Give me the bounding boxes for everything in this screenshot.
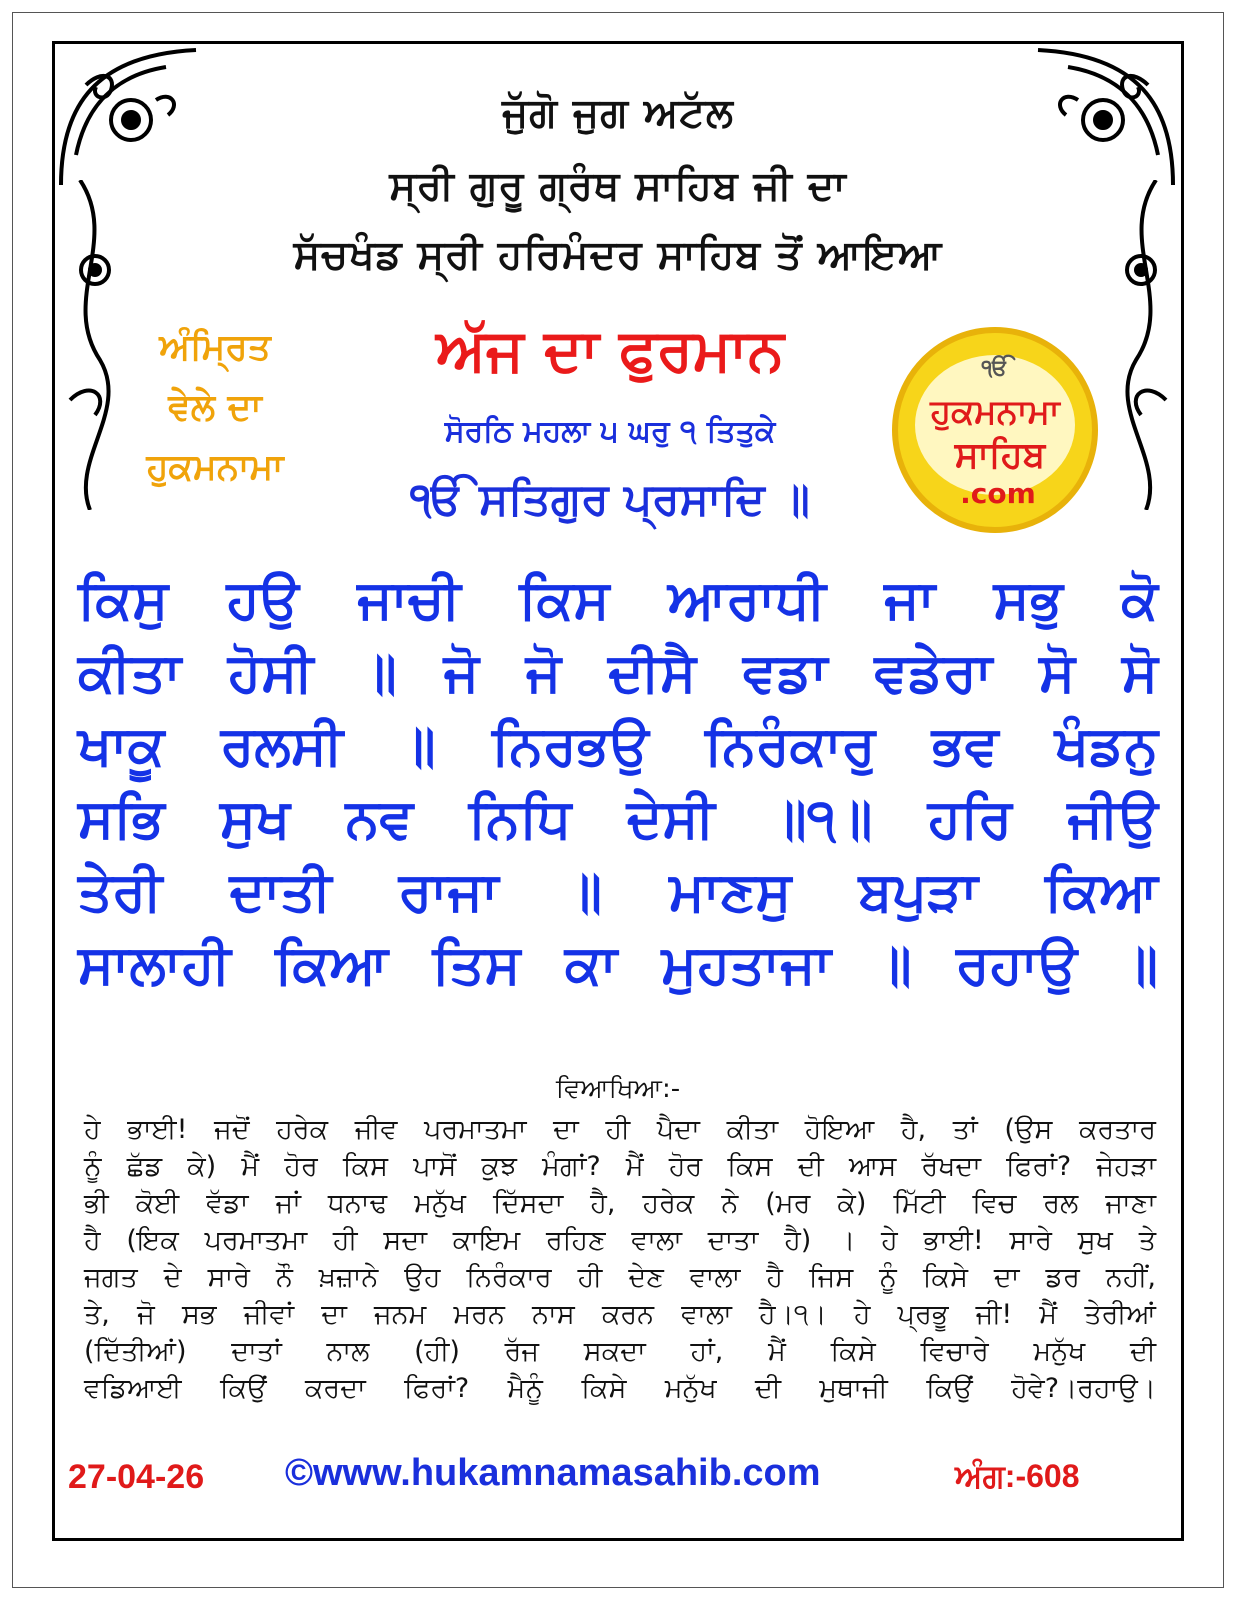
shabad-line: ਕਿਸੁ ਹਉ ਜਾਚੀ ਕਿਸ ਆਰਾਧੀ ਜਾ ਸਭੁ ਕੋ [78,568,1158,631]
amrit-vele-line-3: ਹੁਕਮਨਾਮਾ [146,447,284,488]
vyakhya-line: ਵਡਿਆਈ ਕਿਉਂ ਕਰਦਾ ਫਿਰਾਂ? ਮੈਨੂੰ ਕਿਸੇ ਮਨੁੱਖ ਦੀ ਮੁਥਾਜੀ ਕਿਉਂ ਹੋਵੇ?।ਰਹਾਉ। [84,1373,1156,1404]
shabad-line: ਸਾਲਾਹੀ ਕਿਆ ਤਿਸ ਕਾ ਮੁਹਤਾਜਾ ॥ ਰਹਾਉ ॥ [78,933,1158,996]
amrit-vele-line-2: ਵੇਲੇ ਦਾ [168,387,262,428]
footer-date: 27-04-26 [68,1458,205,1496]
logo-text-1: ਹੁਕਮਨਾਮਾ [930,392,1060,432]
shabad-line: ਸਭਿ ਸੁਖ ਨਵ ਨਿਧਿ ਦੇਸੀ ॥੧॥ ਹਰਿ ਜੀਉ [78,787,1158,850]
vyakhya-line: ਹੈ (ਇਕ ਪਰਮਾਤਮਾ ਹੀ ਸਦਾ ਕਾਇਮ ਰਹਿਣ ਵਾਲਾ ਦਾਤਾ ਹੈ) । ਹੇ ਭਾਈ! ਸਾਰੇ ਸੁਖ ਤੇ [84,1225,1156,1256]
vyakhya-line: ਤੇ, ਜੋ ਸਭ ਜੀਵਾਂ ਦਾ ਜਨਮ ਮਰਨ ਨਾਸ ਕਰਨ ਵਾਲਾ ਹੈ।੧। ਹੇ ਪ੍ਰਭੂ ਜੀ! ਮੈਂ ਤੇਰੀਆਂ [84,1299,1156,1330]
header-line-1: ਜੁੱਗੋ ਜੁਗ ਅਟੱਲ [502,90,734,136]
vyakhya-line: ਹੇ ਭਾਈ! ਜਦੋਂ ਹਰੇਕ ਜੀਵ ਪਰਮਾਤਮਾ ਦਾ ਹੀ ਪੈਦਾ ਕੀਤਾ ਹੋਇਆ ਹੈ, ਤਾਂ (ਉਸ ਕਰਤਾਰ [84,1114,1156,1145]
mool-mantar: ੴ ਸਤਿਗੁਰ ਪ੍ਰਸਾਦਿ ॥ [410,474,810,525]
raag-subtitle: ਸੋਰਠਿ ਮਹਲਾ ੫ ਘਰੁ ੧ ਤਿਤੁਕੇ [444,414,776,449]
page-title: ਅੱਜ ਦਾ ਫੁਰਮਾਨ [436,316,784,384]
vyakhya-line: ਨੂੰ ਛੱਡ ਕੇ) ਮੈਂ ਹੋਰ ਕਿਸ ਪਾਸੋਂ ਕੁਝ ਮੰਗਾਂ? ਮੈਂ ਹੋਰ ਕਿਸ ਦੀ ਆਸ ਰੱਖਦਾ ਫਿਰਾਂ? ਜੇਹੜਾ [84,1151,1156,1182]
vyakhya-heading: ਵਿਆਖਿਆ:- [555,1074,681,1104]
header-line-3: ਸੱਚਖੰਡ ਸ੍ਰੀ ਹਰਿਮੰਦਰ ਸਾਹਿਬ ਤੋਂ ਆਇਆ [293,232,943,278]
header-line-2: ਸ੍ਰੀ ਗੁਰੂ ਗ੍ਰੰਥ ਸਾਹਿਬ ਜੀ ਦਾ [389,163,847,209]
logo-text-2: ਸਾਹਿਬ [954,435,1046,476]
footer-ang-number: ਅੰਗ:-608 [955,1458,1080,1494]
site-logo [890,325,1100,535]
footer-website-link[interactable]: ©www.hukamnamasahib.com [285,1452,821,1494]
ornament-right-vine [1106,180,1176,510]
logo-text-3: .com [960,477,1036,510]
vyakhya-line: (ਦਿੱਤੀਆਂ) ਦਾਤਾਂ ਨਾਲ (ਹੀ) ਰੱਜ ਸਕਦਾ ਹਾਂ, ਮੈਂ ਕਿਸੇ ਵਿਚਾਰੇ ਮਨੁੱਖ ਦੀ [84,1336,1156,1367]
amrit-vele-line-1: ਅੰਮ੍ਰਿਤ [159,327,271,368]
shabad-line: ਖਾਕੂ ਰਲਸੀ ॥ ਨਿਰਭਉ ਨਿਰੰਕਾਰੁ ਭਵ ਖੰਡਨੁ [78,714,1158,777]
logo-symbol: ੴ [981,356,1009,381]
vyakhya-line: ਜਗਤ ਦੇ ਸਾਰੇ ਨੌ ਖ਼ਜ਼ਾਨੇ ਉਹ ਨਿਰੰਕਾਰ ਹੀ ਦੇਣ ਵਾਲਾ ਹੈ ਜਿਸ ਨੂੰ ਕਿਸੇ ਦਾ ਡਰ ਨਹੀਂ, [84,1262,1156,1293]
shabad-line: ਤੇਰੀ ਦਾਤੀ ਰਾਜਾ ॥ ਮਾਣਸੁ ਬਪੁੜਾ ਕਿਆ [78,860,1158,923]
shabad-line: ਕੀਤਾ ਹੋਸੀ ॥ ਜੋ ਜੋ ਦੀਸੈ ਵਡਾ ਵਡੇਰਾ ਸੋ ਸੋ [78,641,1158,704]
vyakhya-line: ਭੀ ਕੋਈ ਵੱਡਾ ਜਾਂ ਧਨਾਢ ਮਨੁੱਖ ਦਿੱਸਦਾ ਹੈ, ਹਰੇਕ ਨੇ (ਮਰ ਕੇ) ਮਿੱਟੀ ਵਿਚ ਰਲ ਜਾਣਾ [84,1188,1156,1219]
